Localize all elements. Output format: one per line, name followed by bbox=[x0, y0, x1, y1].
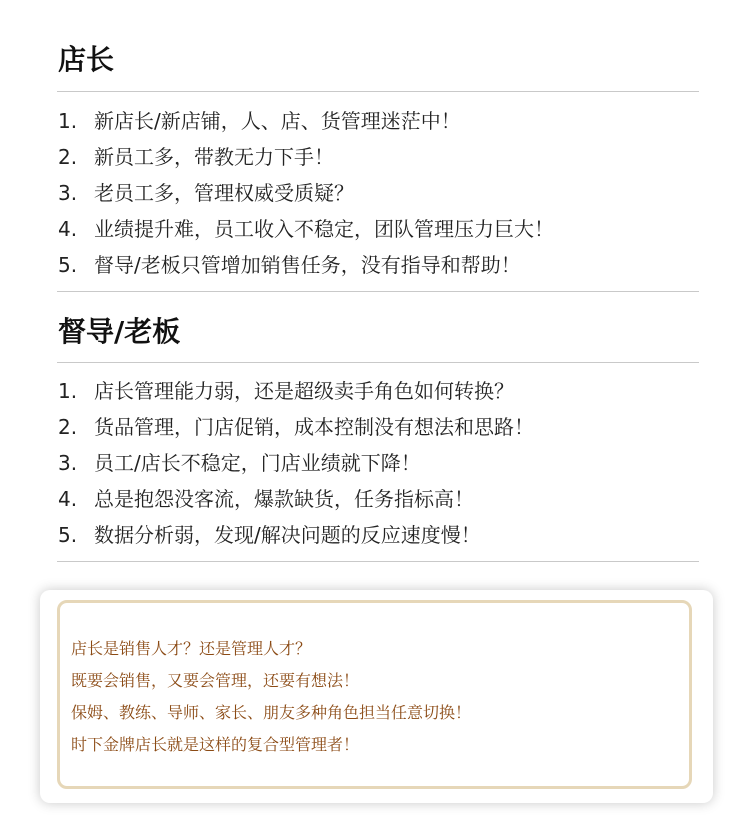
item-text: 督导/老板只管增加销售任务，没有指导和帮助！ bbox=[94, 253, 521, 277]
item-text: 业绩提升难，员工收入不稳定，团队管理压力巨大！ bbox=[94, 217, 554, 241]
list-item bbox=[57, 247, 699, 283]
item-number: 2. bbox=[58, 415, 78, 439]
section-store-manager bbox=[57, 40, 699, 292]
item-text: 货品管理，门店促销，成本控制没有想法和思路！ bbox=[94, 415, 534, 439]
list-item bbox=[57, 175, 699, 211]
item-text: 新店长/新店铺，人、店、货管理迷茫中！ bbox=[94, 109, 461, 133]
divider bbox=[57, 291, 699, 292]
item-number: 4. bbox=[58, 217, 78, 241]
list-item bbox=[57, 517, 699, 553]
summary-line: 时下金牌店长就是这样的复合型管理者！ bbox=[71, 735, 360, 754]
summary-line: 店长是销售人才？还是管理人才？ bbox=[71, 639, 312, 658]
divider bbox=[57, 362, 699, 363]
issue-list bbox=[57, 373, 699, 553]
item-number: 1. bbox=[58, 379, 78, 403]
list-item bbox=[57, 373, 699, 409]
list-item bbox=[57, 139, 699, 175]
summary-line: 保姆、教练、导师、家长、朋友多种角色担当任意切换！ bbox=[71, 703, 472, 722]
summary-line: 既要会销售，又要会管理，还要有想法！ bbox=[71, 671, 360, 690]
summary-card-frame bbox=[57, 600, 692, 789]
issue-list bbox=[57, 103, 699, 283]
item-number: 5. bbox=[58, 523, 78, 547]
item-text: 店长管理能力弱，还是超级卖手角色如何转换？ bbox=[94, 379, 514, 403]
section-title: 店长 bbox=[58, 43, 115, 76]
summary-card bbox=[40, 590, 713, 803]
item-number: 5. bbox=[58, 253, 78, 277]
list-item bbox=[57, 409, 699, 445]
item-text: 总是抱怨没客流，爆款缺货，任务指标高！ bbox=[94, 487, 474, 511]
item-text: 员工/店长不稳定，门店业绩就下降！ bbox=[94, 451, 421, 475]
list-item bbox=[57, 211, 699, 247]
list-item bbox=[57, 445, 699, 481]
divider bbox=[57, 561, 699, 562]
item-text: 老员工多，管理权威受质疑？ bbox=[94, 181, 354, 205]
item-number: 2. bbox=[58, 145, 78, 169]
item-number: 3. bbox=[58, 181, 78, 205]
item-number: 1. bbox=[58, 109, 78, 133]
divider bbox=[57, 91, 699, 92]
section-title: 督导/老板 bbox=[58, 315, 181, 348]
item-number: 3. bbox=[58, 451, 78, 475]
list-item bbox=[57, 481, 699, 517]
section-supervisor-owner bbox=[57, 312, 699, 562]
item-number: 4. bbox=[58, 487, 78, 511]
item-text: 新员工多，带教无力下手！ bbox=[94, 145, 334, 169]
list-item bbox=[57, 103, 699, 139]
item-text: 数据分析弱，发现/解决问题的反应速度慢！ bbox=[94, 523, 481, 547]
